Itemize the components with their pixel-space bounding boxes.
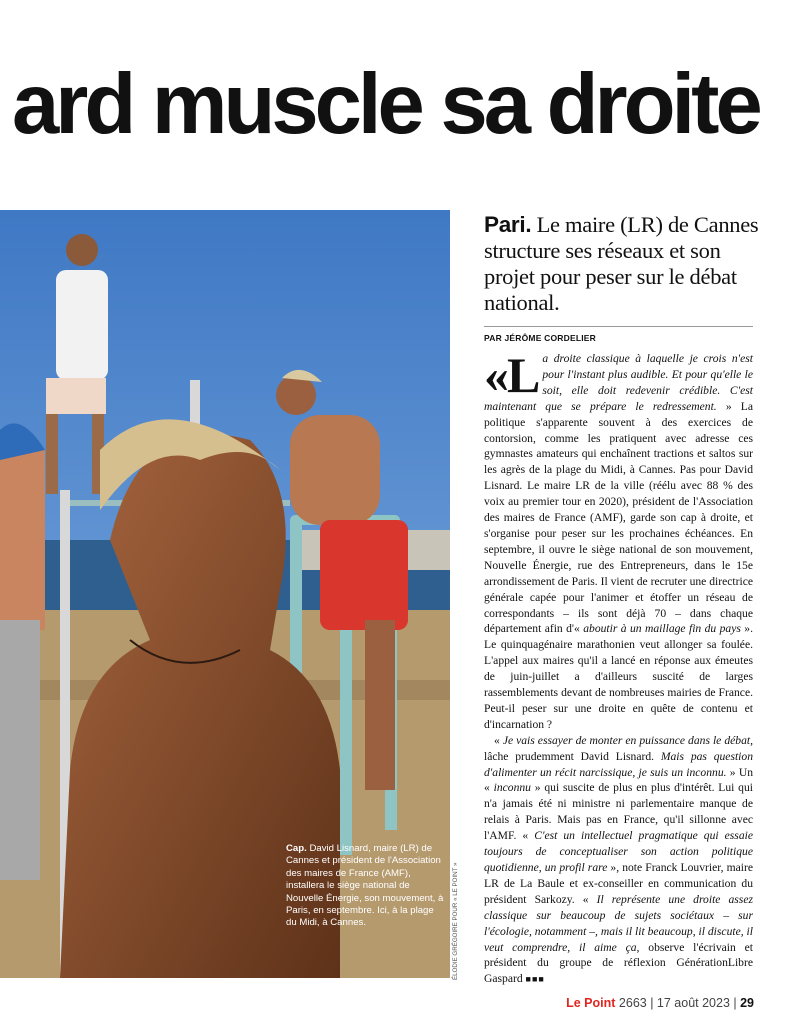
body-text: » La politique s'apparente souvent à des exercices de contorsion, comme les pratiquent avec adresse ces gymnastes amateurs qui enchaînent tractions et saltos sur les agrès de la plage du Midi, à Cannes. Pas pour David Lisnard. Le maire LR de la ville (réélu avec 88 % des voix au premier tour en 2020), président de l'Association des maires de France (AMF), garde son cap à droite, et s'organise pour peser sur les prochaines échéances. En septembre, il ouvre le siège national de son mouvement, Nouvelle Énergie, rue des Entrepreneurs, dans le 15e arrondissement de Paris. Il vient de recruter une directrice générale capée pour l'animer et étoffer un réseau de correspondants – ils sont déjà 70 – dans chaque département afin d'« [484, 399, 754, 636]
quote-italic: a droite classique à laquelle je crois n'est pour l'instant plus audible. Et pour qu'elle le soit, elle doit redevenir crédible. C'est maintenant que se prépare le redressement. [484, 352, 753, 413]
body-text: « [494, 733, 503, 747]
body-text: lâche prudemment David Lisnard. [484, 749, 661, 763]
quote-italic: Mais pas question d'alimenter un récit narcissique, je suis un inconnu. [484, 749, 753, 779]
paragraph [484, 347, 754, 733]
quote-italic: C'est un intellectuel pragmatique qui essaie toujours de conceptualiser son action politique quotidienne, un profil rare [484, 829, 753, 874]
footer-issue: 2663 | 17 août 2023 | [615, 996, 741, 1010]
photo-credit [452, 850, 461, 980]
body-text: » qui suscite de plus en plus d'intérêt. Lui qui n'a jamais été ni ministre ni parlementaire manque de relais à Paris. Mais pas en France, qu'il sillonne avec l'AMF. « [484, 781, 753, 843]
photo-credit-text: ÉLODIE GRÉGOIRE POUR « LE POINT » [452, 862, 459, 980]
page-footer [566, 996, 754, 1010]
headline: ard muscle sa droite [12, 62, 759, 147]
page-number: 29 [740, 996, 754, 1010]
drop-cap: «L [484, 347, 539, 403]
photo-caption [286, 843, 446, 930]
article-body [484, 347, 754, 988]
deck-text: Le maire (LR) de Cannes structure ses réseaux et son projet pour peser sur le débat national. [484, 212, 759, 315]
article-deck [484, 212, 764, 316]
quote-italic: aboutir à un maillage fin du pays [583, 622, 741, 636]
footer-brand: Le Point [566, 996, 616, 1010]
byline: PAR JÉRÔME CORDELIER [484, 333, 596, 343]
quote-italic: inconnu [493, 781, 531, 795]
quote-italic: Je vais essayer de monter en puissance dans le débat, [502, 733, 753, 747]
body-text: », note Franck Louvrier, maire LR de La Baule et ex-conseiller en communication du président Sarkozy. « [484, 861, 753, 906]
caption-lead: Cap. [286, 843, 307, 854]
caption-text: David Lisnard, maire (LR) de Cannes et président de l'Association des maires de France (AMF), installera le siège national de Nouvelle Énergie, son mouvement, à Paris, en septembre. Ici, à la plage du Midi, à Cannes. [286, 843, 444, 929]
deck-kicker: Pari. [484, 212, 532, 237]
body-text: » Un « [484, 765, 754, 795]
body-text: ». Le quinquagénaire marathonien veut allonger sa foulée. L'appel aux maires qu'il a lancé en réponse aux émeutes de juin-juillet a d'ailleurs suscité de larges rassemblements devant de nombreuses mairies de France. Peut-il peser sur une droite en quête de contenu et d'incarnation ? [484, 622, 753, 731]
quote-italic: Il représente une droite assez classique sur beaucoup de sujets sociétaux – sur l'écologie, notamment –, mais il lit beaucoup, il discute, il veut comprendre, il aime ça, [484, 892, 753, 954]
divider [484, 326, 753, 327]
paragraph [484, 733, 753, 989]
end-mark: ■■■ [525, 974, 545, 985]
body-text: observe l'écrivain et président du groupe de réflexion GénérationLibre Gaspard [484, 940, 753, 986]
